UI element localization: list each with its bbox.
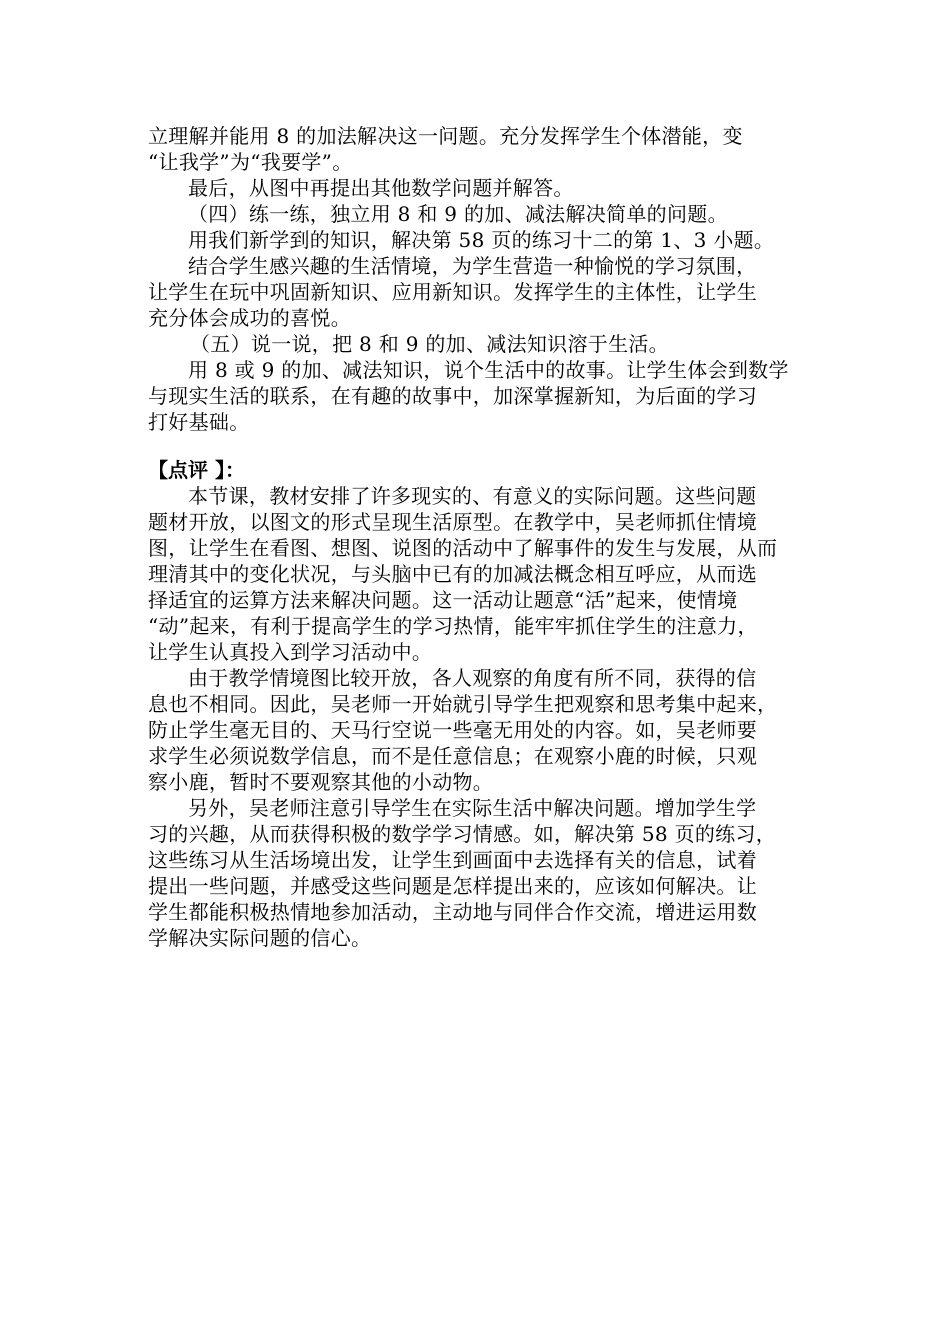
text-line: “动”起来，有利于提高学生的学习热情，能牢牢抓住学生的注意力， (148, 614, 758, 638)
text-line: 最后，从图中再提出其他数学问题并解答。 (188, 176, 574, 200)
text-line: 这些练习从生活场境出发，让学生到画面中去选择有关的信息，试着 (148, 848, 757, 872)
text-line: 让学生在玩中巩固新知识、应用新知识。发挥学生的主体性，让学生 (148, 280, 757, 304)
text-line: 提出一些问题，并感受这些问题是怎样提出来的，应该如何解决。让 (148, 874, 757, 898)
text-line: 题材开放，以图文的形式呈现生活原型。在教学中，吴老师抓住情境 (148, 510, 757, 534)
text-line: 另外，吴老师注意引导学生在实际生活中解决问题。增加学生学 (188, 796, 757, 820)
text-line: 息也不相同。因此，吴老师一开始就引导学生把观察和思考集中起来， (148, 692, 778, 716)
paragraph-gap (148, 435, 820, 457)
text-line: 习的兴趣，从而获得积极的数学学习情感。如，解决第 58 页的练习， (148, 822, 777, 846)
review-heading: 【点评 】： (148, 458, 245, 482)
review-section (148, 457, 820, 951)
text-line: 结合学生感兴趣的生活情境，为学生营造一种愉悦的学习氛围， (188, 254, 757, 278)
text-line: 用 8 或 9 的加、减法知识，说个生活中的故事。让学生体会到数学 (188, 358, 789, 382)
text-line: 让学生认真投入到学习活动中。 (148, 640, 433, 664)
lesson-plan-section (148, 123, 820, 435)
document-page (148, 123, 820, 951)
text-line: 充分体会成功的喜悦。 (148, 306, 351, 330)
text-line: 图，让学生在看图、想图、说图的活动中了解事件的发生与发展，从而 (148, 536, 778, 560)
text-line: 立理解并能用 8 的加法解决这一问题。充分发挥学生个体潜能，变 (148, 124, 743, 148)
text-line: 用我们新学到的知识，解决第 58 页的练习十二的第 1、3 小题。 (188, 228, 775, 252)
text-line: 求学生必须说数学信息，而不是任意信息；在观察小鹿的时候，只观 (148, 744, 757, 768)
text-line: 学生都能积极热情地参加活动，主动地与同伴合作交流，增进运用数 (148, 900, 757, 924)
text-line: “让我学”为“我要学”。 (148, 150, 353, 174)
text-line: 择适宜的运算方法来解决问题。这一活动让题意“活”起来，使情境 (148, 588, 738, 612)
text-line: 学解决实际问题的信心。 (148, 926, 372, 950)
text-line: 本节课，教材安排了许多现实的、有意义的实际问题。这些问题 (188, 484, 757, 508)
text-line: 察小鹿，暂时不要观察其他的小动物。 (148, 770, 494, 794)
text-line: 由于教学情境图比较开放，各人观察的角度有所不同，获得的信 (188, 666, 757, 690)
text-line: 与现实生活的联系，在有趣的故事中，加深掌握新知，为后面的学习 (148, 384, 757, 408)
text-line: （五）说一说，把 8 和 9 的加、减法知识溶于生活。 (190, 332, 669, 356)
text-line: 打好基础。 (148, 410, 250, 434)
text-line: 理清其中的变化状况，与头脑中已有的加减法概念相互呼应，从而选 (148, 562, 757, 586)
text-line: （四）练一练，独立用 8 和 9 的加、减法解决简单的问题。 (188, 202, 728, 226)
text-line: 防止学生毫无目的、天马行空说一些毫无用处的内容。如，吴老师要 (148, 718, 757, 742)
